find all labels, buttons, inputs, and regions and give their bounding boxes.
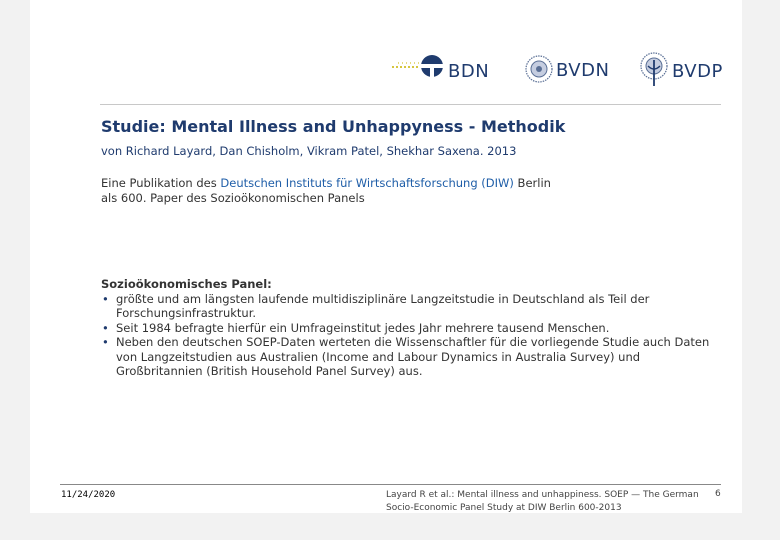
intro-paragraph: [101, 176, 661, 205]
list-item: • Neben den deutschen SOEP-Daten werteten die Wissenschaftler für die vorliegende Studie auch Daten von Langzeitstudien aus Australien (Income and Labour Dynamics in Australia Survey) und Großbritannien (British Household Panel Survey) aus.: [101, 335, 721, 379]
bvdp-logo: [638, 50, 748, 90]
bdn-logo: [390, 50, 500, 90]
bdn-logo-icon: [390, 50, 450, 90]
bvdn-logo: [524, 50, 634, 90]
header-divider: [100, 104, 721, 105]
footer-citation: Layard R et al.: Mental illness and unhappiness. SOEP — The German Socio-Economic Panel Study at DIW Berlin 600-2013: [386, 490, 699, 513]
panel-bullet-list: [101, 292, 721, 379]
intro-text-line2: als 600. Paper des Sozioökonomischen Panels: [101, 190, 365, 205]
bdn-logo-text: BDN: [448, 61, 490, 82]
list-item: • Seit 1984 befragte hierfür ein Umfrageinstitut jedes Jahr mehrere tausend Menschen.: [101, 321, 721, 336]
bvdn-seal-icon: [524, 53, 554, 85]
page-title: Studie: Mental Illness and Unhappyness - Methodik: [101, 117, 566, 136]
slide: [30, 0, 742, 513]
intro-text-end: Berlin: [513, 176, 551, 190]
page-number: 6: [715, 489, 721, 499]
diw-link[interactable]: Deutschen Instituts für Wirtschaftsforschung (DIW): [220, 176, 514, 190]
footer-date: 11/24/2020: [61, 490, 116, 500]
bvdp-logo-text: BVDP: [672, 61, 723, 82]
authors-line: von Richard Layard, Dan Chisholm, Vikram Patel, Shekhar Saxena. 2013: [101, 144, 517, 158]
bvdn-logo-text: BVDN: [556, 60, 610, 81]
intro-text-start: Eine Publikation des: [101, 176, 221, 190]
bvdp-seal-icon: [638, 50, 670, 88]
panel-heading: Sozioökonomisches Panel:: [101, 277, 272, 291]
panel-section: [101, 277, 721, 379]
list-item: • größte und am längsten laufende multidisziplinäre Langzeitstudie in Deutschland als Teil der Forschungsinfrastruktur.: [101, 292, 721, 321]
footer-divider: [60, 484, 721, 485]
